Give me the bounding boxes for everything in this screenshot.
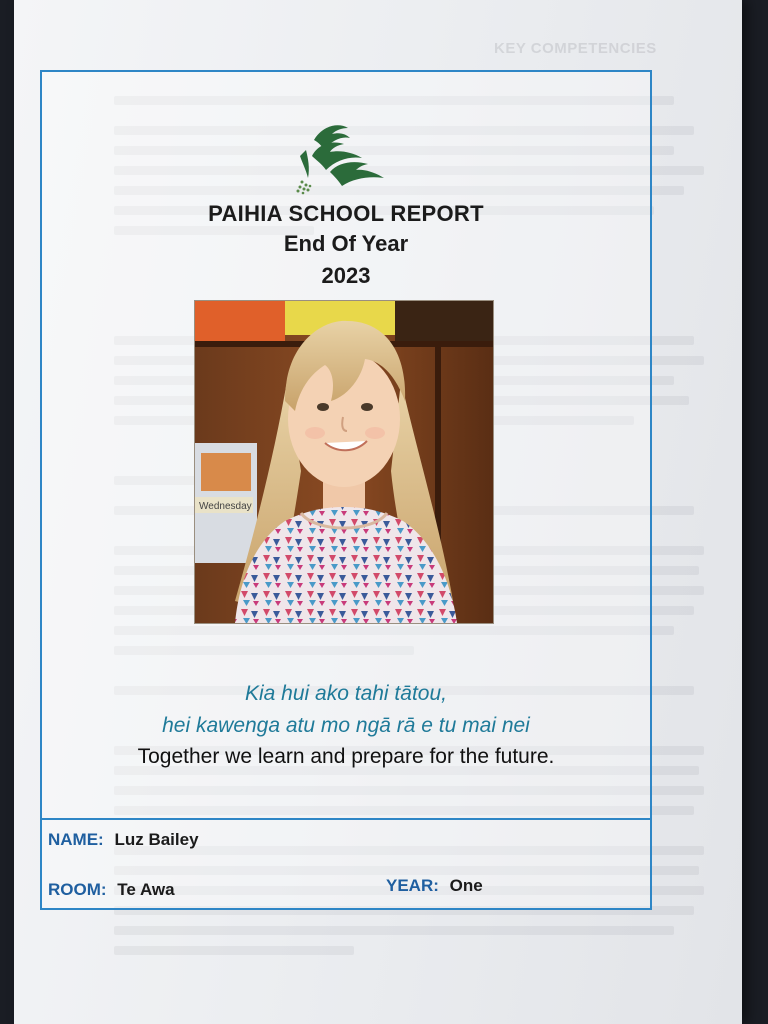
report-year: 2023 xyxy=(321,263,371,288)
room-label: ROOM: xyxy=(48,880,107,899)
motto-english: Together we learn and prepare for the future. xyxy=(137,745,555,768)
motto-maori-line-1: Kia hui ako tahi tātou, xyxy=(245,682,447,705)
room-field xyxy=(48,880,175,900)
year-field xyxy=(386,876,483,896)
name-value: Luz Bailey xyxy=(114,830,199,849)
school-motto xyxy=(40,678,652,772)
year-label: YEAR: xyxy=(386,876,439,895)
name-field xyxy=(48,830,199,850)
motto-maori-line-2: hei kawenga atu mo ngā rā e tu mai nei xyxy=(162,714,530,737)
bleed-through-heading: KEY COMPETENCIES xyxy=(494,40,657,57)
year-value: One xyxy=(449,876,483,895)
dolphin-logo-icon xyxy=(292,120,392,196)
student-photo xyxy=(194,300,494,624)
report-title: PAIHIA SCHOOL REPORT xyxy=(208,201,484,226)
board-sign-text: Wednesday xyxy=(199,501,252,512)
info-divider xyxy=(40,818,652,820)
room-value: Te Awa xyxy=(117,880,175,899)
report-subtitle: End Of Year xyxy=(283,231,409,256)
name-label: NAME: xyxy=(48,830,104,849)
report-title-block xyxy=(40,200,652,292)
